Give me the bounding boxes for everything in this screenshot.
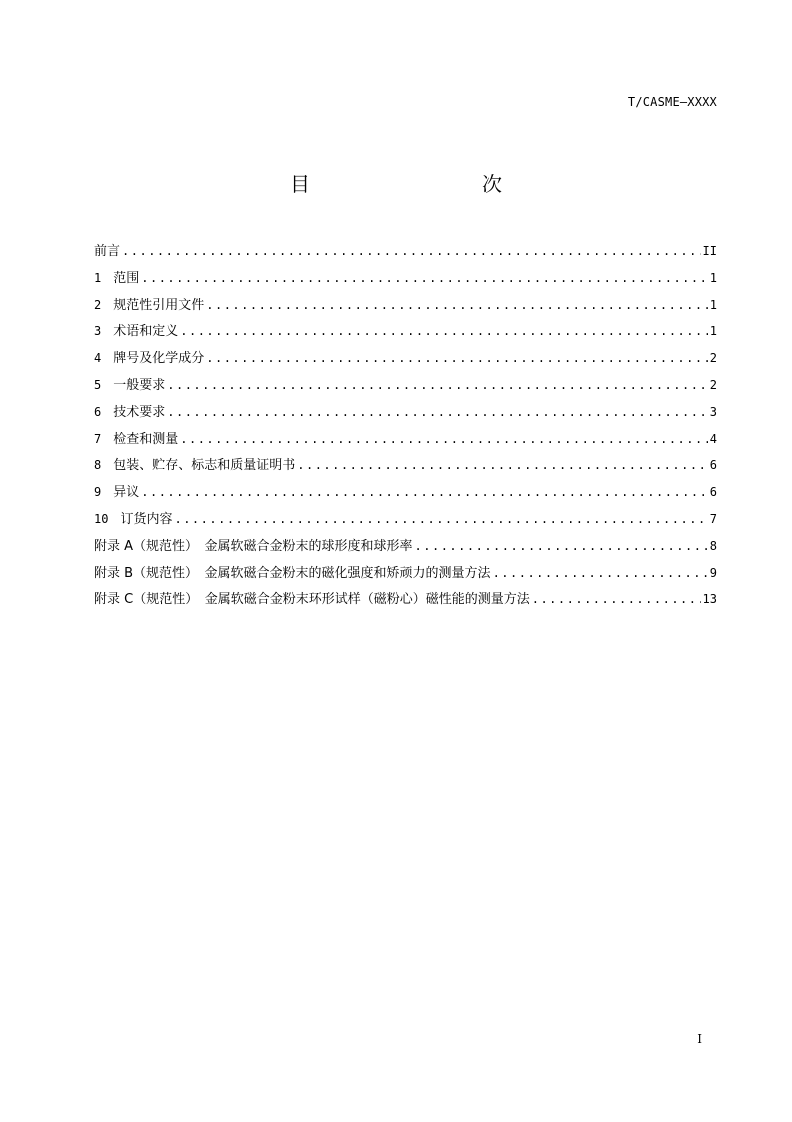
entry-page-number: 13 (702, 592, 717, 607)
toc-entry-packaging-storage[interactable] (94, 454, 717, 481)
entry-page-number: 6 (709, 458, 717, 473)
toc-entry-order-content[interactable] (94, 508, 717, 535)
dot-leader (493, 566, 708, 580)
entry-title: 订货内容 (120, 511, 173, 527)
entry-title: 附录 B（规范性） 金属软磁合金粉末的磁化强度和矫顽力的测量方法 (94, 565, 491, 581)
entry-title: 附录 A（规范性） 金属软磁合金粉末的球形度和球形率 (94, 538, 413, 554)
toc-entry-objections[interactable] (94, 481, 717, 508)
entry-page-number: II (702, 244, 717, 258)
toc-entry-foreword[interactable] (94, 240, 717, 267)
toc-entry-appendix-a[interactable] (94, 535, 717, 562)
entry-number: 9 (94, 485, 102, 500)
toc-entry-inspection-measurement[interactable] (94, 428, 717, 455)
dot-leader (174, 512, 707, 526)
entry-title: 范围 (113, 270, 140, 286)
entry-title: 异议 (113, 485, 140, 501)
entry-title: 规范性引用文件 (113, 297, 205, 313)
entry-page-number: 6 (709, 485, 717, 500)
entry-page-number: 7 (709, 511, 717, 526)
entry-page-number: 8 (709, 538, 717, 553)
toc-entry-grades-composition[interactable] (94, 347, 717, 374)
entry-number: 2 (94, 297, 102, 312)
entry-number: 5 (94, 377, 102, 392)
dot-leader (532, 592, 701, 606)
toc-entry-appendix-b[interactable] (94, 562, 717, 589)
entry-number: 10 (94, 511, 109, 526)
dot-leader (167, 378, 708, 392)
dot-leader (415, 539, 708, 553)
entry-title: 技术要求 (113, 404, 166, 420)
dot-leader (297, 458, 708, 472)
dot-leader (141, 485, 708, 499)
entry-number: 6 (94, 404, 102, 419)
dot-leader (167, 405, 708, 419)
document-code: T/CASME—XXXX (627, 95, 717, 109)
entry-page-number: 3 (709, 404, 717, 419)
entry-page-number: 9 (709, 565, 717, 580)
toc-title: 目 次 (290, 172, 546, 196)
toc-entry-terms-definitions[interactable] (94, 320, 717, 347)
toc-entry-normative-references[interactable] (94, 294, 717, 321)
entry-page-number: 1 (709, 297, 717, 312)
entry-page-number: 2 (709, 377, 717, 392)
toc-entry-scope[interactable] (94, 267, 717, 294)
entry-title: 检查和测量 (113, 431, 179, 447)
entry-page-number: 4 (709, 431, 717, 446)
dot-leader (141, 271, 708, 285)
entry-title: 前言 (94, 244, 121, 259)
entry-page-number: 1 (709, 270, 717, 285)
entry-title: 术语和定义 (113, 324, 179, 340)
dot-leader (180, 432, 708, 446)
toc-entry-appendix-c[interactable] (94, 588, 717, 615)
table-of-contents (94, 240, 717, 615)
entry-title: 牌号及化学成分 (113, 351, 205, 367)
entry-number: 1 (94, 270, 102, 285)
entry-page-number: 1 (709, 324, 717, 339)
dot-leader (180, 324, 708, 338)
entry-number: 4 (94, 351, 102, 366)
toc-entry-technical-requirements[interactable] (94, 401, 717, 428)
entry-title: 包装、贮存、标志和质量证明书 (113, 458, 296, 474)
page-number: I (697, 1032, 702, 1046)
entry-title: 附录 C（规范性） 金属软磁合金粉末环形试样（磁粉心）磁性能的测量方法 (94, 592, 530, 608)
entry-page-number: 2 (709, 351, 717, 366)
entry-number: 7 (94, 431, 102, 446)
dot-leader (206, 298, 708, 312)
dot-leader (206, 351, 708, 365)
toc-entry-general-requirements[interactable] (94, 374, 717, 401)
entry-number: 3 (94, 324, 102, 339)
entry-title: 一般要求 (113, 377, 166, 393)
dot-leader (122, 244, 701, 258)
entry-number: 8 (94, 458, 102, 473)
